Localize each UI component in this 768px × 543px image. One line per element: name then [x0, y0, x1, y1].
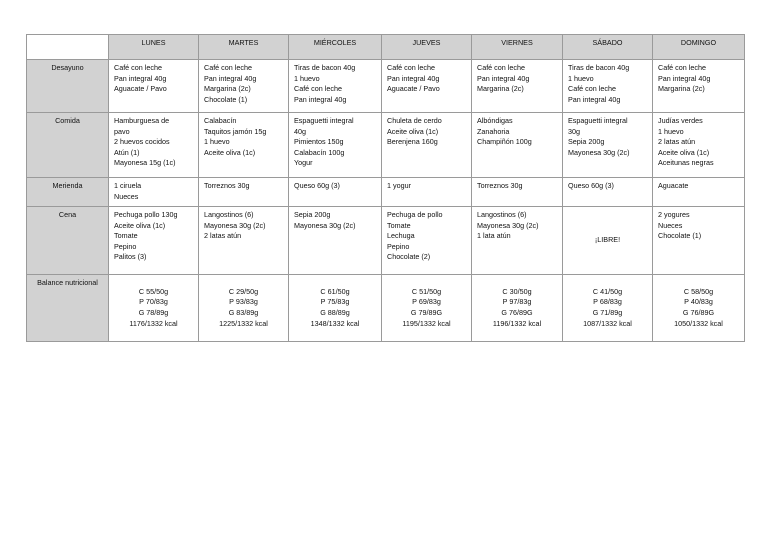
cell-line: P 93/83g: [229, 297, 258, 307]
merienda-cell-day-7: [653, 178, 745, 207]
day-header-martes: MARTES: [199, 35, 289, 60]
cell-line: Pepino: [387, 241, 410, 251]
cell-line: Mayonesa 30g (2c): [204, 220, 266, 230]
cell-line: Nueces: [658, 220, 683, 230]
cena-cell-day-6: [563, 207, 653, 275]
cell-line: Pepino: [114, 241, 137, 251]
merienda-cell-day-3: [289, 178, 382, 207]
cena-cell-day-7: [653, 207, 745, 275]
balance-cell-day-3: [289, 275, 382, 342]
cell-line: Margarina (2c): [204, 84, 251, 94]
merienda-cell-day-1: [109, 178, 199, 207]
cell-line: 2 latas atún: [658, 137, 696, 147]
cell-line: Café con leche: [568, 84, 616, 94]
cell-line: G 76/89G: [501, 308, 533, 317]
desayuno-cell-day-3: [289, 60, 382, 113]
cena-cell-day-4: [382, 207, 472, 275]
cell-line: Pan integral 40g: [658, 73, 711, 83]
cell-line: 1176/1332 kcal: [129, 318, 178, 328]
cell-line: Chuleta de cerdo: [387, 116, 442, 125]
balance-cell-day-2: [199, 275, 289, 342]
cell-line: P 97/83g: [502, 297, 532, 307]
balance-cell-day-5: [472, 275, 563, 342]
cell-line: P 75/83g: [320, 297, 350, 307]
cell-line: P 69/83g: [412, 297, 441, 307]
cell-line: C 58/50g: [683, 286, 714, 296]
desayuno-cell-day-2: [199, 60, 289, 113]
cell-line: Mayonesa 30g (2c): [477, 220, 539, 230]
cell-line: Aceite oliva (1c): [114, 220, 166, 230]
comida-cell-day-1: [109, 113, 199, 178]
cell-line: ¡LIBRE!: [594, 235, 621, 245]
cell-line: 1 huevo: [568, 73, 594, 83]
comida-cell-day-4: [382, 113, 472, 178]
cell-line: Lechuga: [387, 231, 415, 241]
cell-line: G 78/89g: [138, 308, 169, 317]
desayuno-cell-day-1: [109, 60, 199, 113]
day-header-miercoles: MIÉRCOLES: [289, 35, 382, 60]
cell-line: Café con leche: [658, 63, 706, 72]
cell-line: Torreznos 30g: [204, 181, 250, 190]
meal-rows: [27, 60, 745, 342]
balance-cell-day-7: [653, 275, 745, 342]
desayuno-cell-day-6: [563, 60, 653, 113]
cell-line: 1 huevo: [294, 73, 320, 83]
balance-cell-day-6: [563, 275, 653, 342]
cell-line: Palitos (3): [114, 252, 147, 262]
cell-line: Margarina (2c): [477, 84, 524, 94]
cell-line: 1050/1332 kcal: [674, 318, 723, 328]
cell-line: Mayonesa 15g (1c): [114, 158, 176, 168]
cell-line: 1 yogur: [387, 181, 411, 190]
cell-line: Taquitos jamón 15g: [204, 126, 267, 136]
cell-line: Pan integral 40g: [114, 73, 167, 83]
cell-line: Pan integral 40g: [204, 73, 257, 83]
cell-line: 40g: [294, 126, 306, 136]
meal-row-balance: [27, 275, 745, 342]
comida-cell-day-3: [289, 113, 382, 178]
meal-row-cena: [27, 207, 745, 275]
cell-line: Queso 60g (3): [568, 181, 614, 190]
cell-line: Pan integral 40g: [294, 94, 347, 104]
cell-line: Chocolate (1): [658, 231, 702, 241]
cell-line: Café con leche: [387, 63, 435, 72]
cell-line: Albóndigas: [477, 116, 513, 125]
meal-row-merienda: [27, 178, 745, 207]
cell-line: C 55/50g: [138, 286, 169, 296]
cell-line: Calabacín 100g: [294, 147, 345, 157]
comida-cell-day-7: [653, 113, 745, 178]
cell-line: Pan integral 40g: [477, 73, 530, 83]
cell-line: Aceite oliva (1c): [658, 147, 710, 157]
cell-line: 30g: [568, 126, 580, 136]
cell-line: Aguacate / Pavo: [387, 84, 440, 94]
cena-cell-day-1: [109, 207, 199, 275]
cell-line: Café con leche: [477, 63, 525, 72]
cell-line: G 71/89g: [592, 308, 623, 317]
row-label-comida: Comida: [27, 113, 109, 178]
cell-line: Pan integral 40g: [568, 94, 621, 104]
cena-cell-day-3: [289, 207, 382, 275]
cell-line: 1225/1332 kcal: [219, 318, 268, 328]
cell-line: Champiñón 100g: [477, 137, 532, 147]
cell-line: Pimientos 150g: [294, 137, 344, 147]
cell-line: G 76/89G: [682, 308, 715, 317]
cell-line: Pechuga de pollo: [387, 210, 443, 219]
cell-line: Nueces: [114, 191, 139, 201]
cell-line: Aceite oliva (1c): [387, 126, 439, 136]
cell-line: pavo: [114, 126, 130, 136]
balance-cell-day-1: [109, 275, 199, 342]
cell-line: Aguacate / Pavo: [114, 84, 167, 94]
meal-row-desayuno: [27, 60, 745, 113]
cell-line: Espaguetti integral: [568, 116, 628, 125]
cell-line: 1 huevo: [204, 137, 230, 147]
cell-line: Sepia 200g: [294, 210, 331, 219]
cell-line: Judías verdes: [658, 116, 703, 125]
cell-line: Tiras de bacon 40g: [568, 63, 630, 72]
day-header-viernes: VIERNES: [472, 35, 563, 60]
cell-line: C 41/50g: [592, 286, 623, 296]
cell-line: Margarina (2c): [658, 84, 705, 94]
comida-cell-day-5: [472, 113, 563, 178]
row-label-cena: Cena: [27, 207, 109, 275]
cell-line: G 79/89G: [410, 308, 443, 317]
comida-cell-day-6: [563, 113, 653, 178]
meal-row-comida: [27, 113, 745, 178]
cell-line: Calabacín: [204, 116, 237, 125]
cell-line: 1 huevo: [658, 126, 684, 136]
cell-line: Café con leche: [114, 63, 162, 72]
cell-line: Aceitunas negras: [658, 158, 714, 168]
cell-line: Café con leche: [204, 63, 252, 72]
cena-cell-day-2: [199, 207, 289, 275]
cell-line: Langostinos (6): [477, 210, 527, 219]
day-header-domingo: DOMINGO: [653, 35, 745, 60]
merienda-cell-day-4: [382, 178, 472, 207]
cell-line: Torreznos 30g: [477, 181, 523, 190]
cell-line: Hamburguesa de: [114, 116, 170, 125]
cell-line: 1348/1332 kcal: [310, 318, 360, 328]
cell-line: Mayonesa 30g (2c): [568, 147, 630, 157]
day-header-jueves: JUEVES: [382, 35, 472, 60]
weekly-meal-plan-table: [26, 34, 745, 342]
cell-line: C 30/50g: [502, 286, 532, 296]
merienda-cell-day-6: [563, 178, 653, 207]
cell-line: 1195/1332 kcal: [402, 318, 451, 328]
cell-line: 2 huevos cocidos: [114, 137, 170, 147]
cell-line: 2 latas atún: [204, 231, 242, 241]
desayuno-cell-day-7: [653, 60, 745, 113]
cell-line: Mayonesa 30g (2c): [294, 220, 356, 230]
header-row: [27, 35, 745, 60]
cell-line: 1 lata atún: [477, 231, 511, 241]
cell-line: C 51/50g: [411, 286, 442, 296]
cell-line: Tomate: [114, 231, 138, 241]
row-label-merienda: Merienda: [27, 178, 109, 207]
merienda-cell-day-5: [472, 178, 563, 207]
cell-line: P 40/83g: [684, 297, 713, 307]
cell-line: Café con leche: [294, 84, 342, 94]
cell-line: P 68/83g: [593, 297, 622, 307]
cell-line: Aguacate: [658, 181, 689, 190]
cell-line: Chocolate (1): [204, 94, 248, 104]
cell-line: G 88/89g: [320, 308, 350, 317]
cell-line: Queso 60g (3): [294, 181, 340, 190]
cell-line: 1 ciruela: [114, 181, 142, 190]
cena-cell-day-5: [472, 207, 563, 275]
cell-line: Zanahoria: [477, 126, 510, 136]
balance-cell-day-4: [382, 275, 472, 342]
desayuno-cell-day-4: [382, 60, 472, 113]
cell-line: Atún (1): [114, 147, 140, 157]
cell-line: Aceite oliva (1c): [204, 147, 256, 157]
comida-cell-day-2: [199, 113, 289, 178]
cell-line: Pan integral 40g: [387, 73, 440, 83]
cell-line: 1087/1332 kcal: [583, 318, 632, 328]
cell-line: Sepia 200g: [568, 137, 605, 147]
desayuno-cell-day-5: [472, 60, 563, 113]
cell-line: Yogur: [294, 158, 313, 168]
cell-line: Berenjena 160g: [387, 137, 438, 147]
cell-line: C 61/50g: [320, 286, 350, 296]
cell-line: Langostinos (6): [204, 210, 254, 219]
corner-cell: [27, 35, 109, 60]
cell-line: 2 yogures: [658, 210, 690, 219]
cell-line: C 29/50g: [228, 286, 259, 296]
cell-line: 1196/1332 kcal: [492, 318, 542, 328]
row-label-desayuno: Desayuno: [27, 60, 109, 113]
row-label-balance: Balance nutricional: [27, 275, 109, 342]
merienda-cell-day-2: [199, 178, 289, 207]
day-header-sabado: SÁBADO: [563, 35, 653, 60]
cell-line: Tomate: [387, 220, 411, 230]
day-header-lunes: LUNES: [109, 35, 199, 60]
cell-line: Tiras de bacon 40g: [294, 63, 356, 72]
cell-line: P 70/83g: [139, 297, 168, 307]
cell-line: Chocolate (2): [387, 252, 431, 262]
cell-line: Pechuga pollo 130g: [114, 210, 178, 219]
cell-line: G 83/89g: [228, 308, 259, 317]
cell-line: Espaguetti integral: [294, 116, 354, 125]
